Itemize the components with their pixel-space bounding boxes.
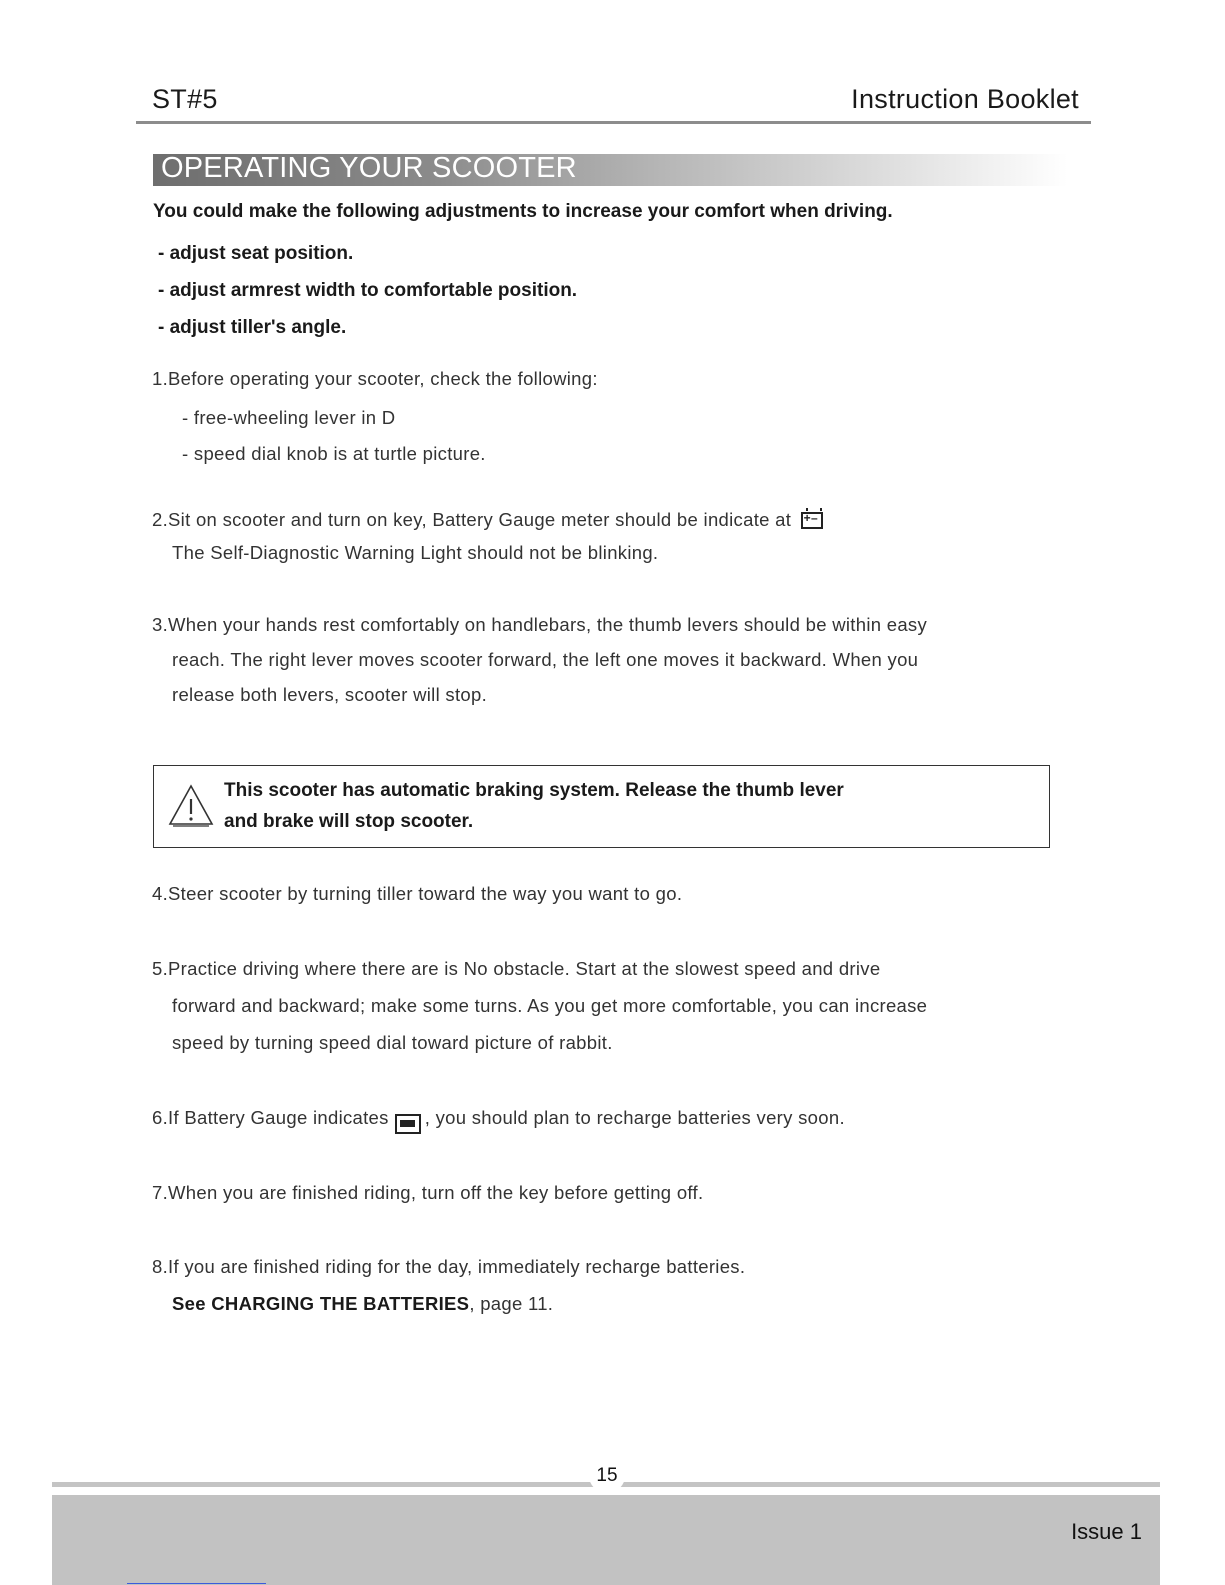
- warning-box: [153, 765, 1050, 848]
- footer-link-underline[interactable]: [127, 1583, 266, 1584]
- intro-lead: You could make the following adjustments to increase your comfort when driving.: [153, 201, 893, 222]
- step-1-check: - free-wheeling lever in D: [182, 407, 396, 428]
- step-6-text: 6.If Battery Gauge indicates: [152, 1107, 389, 1128]
- reference-page: , page 11.: [469, 1293, 554, 1314]
- step-3-line: reach. The right lever moves scooter forward, the left one moves it backward. When you: [172, 649, 919, 670]
- step-5-line: forward and backward; make some turns. As you get more comfortable, you can increase: [172, 995, 928, 1016]
- step-4: 4.Steer scooter by turning tiller toward the way you want to go.: [152, 883, 683, 904]
- step-8: 8.If you are finished riding for the day, immediately recharge batteries.: [152, 1256, 746, 1277]
- step-3-line: 3.When your hands rest comfortably on handlebars, the thumb levers should be within easy: [152, 614, 928, 635]
- step-6: [152, 1107, 845, 1134]
- warning-line: This scooter has automatic braking system. Release the thumb lever: [224, 780, 844, 801]
- step-5-line: 5.Practice driving where there are is No obstacle. Start at the slowest speed and drive: [152, 958, 881, 979]
- page-number: 15: [589, 1460, 625, 1492]
- step-6-text-end: , you should plan to recharge batteries very soon.: [424, 1107, 845, 1128]
- step-2: [152, 509, 823, 531]
- step-7: 7.When you are finished riding, turn off the key before getting off.: [152, 1182, 704, 1203]
- header-rule: [136, 121, 1091, 124]
- section-title: OPERATING YOUR SCOOTER: [161, 152, 577, 184]
- intro-item: - adjust tiller's angle.: [158, 317, 347, 338]
- intro-item: - adjust armrest width to comfortable position.: [158, 280, 578, 301]
- step-3-line: release both levers, scooter will stop.: [172, 684, 488, 705]
- step-2-note: The Self-Diagnostic Warning Light should not be blinking.: [172, 542, 659, 563]
- issue-label: Issue 1: [1071, 1519, 1142, 1544]
- step-2-text: 2.Sit on scooter and turn on key, Battery Gauge meter should be indicate at: [152, 509, 792, 530]
- warning-line: and brake will stop scooter.: [224, 811, 474, 832]
- step-5-line: speed by turning speed dial toward picture of rabbit.: [172, 1032, 613, 1053]
- header-doc-title: Instruction Booklet: [851, 84, 1079, 114]
- step-1-check: - speed dial knob is at turtle picture.: [182, 443, 486, 464]
- battery-low-icon: [395, 1114, 421, 1134]
- step-8-reference: [172, 1293, 553, 1315]
- reference-section-link: See CHARGING THE BATTERIES: [172, 1293, 470, 1314]
- footer-band: [52, 1495, 1160, 1585]
- warning-triangle-icon: [168, 784, 214, 828]
- intro-item: - adjust seat position.: [158, 243, 354, 264]
- header-model: ST#5: [152, 84, 218, 114]
- step-1: 1.Before operating your scooter, check the following:: [152, 368, 598, 389]
- section-banner: [153, 154, 1068, 186]
- battery-full-icon: +–: [801, 512, 823, 529]
